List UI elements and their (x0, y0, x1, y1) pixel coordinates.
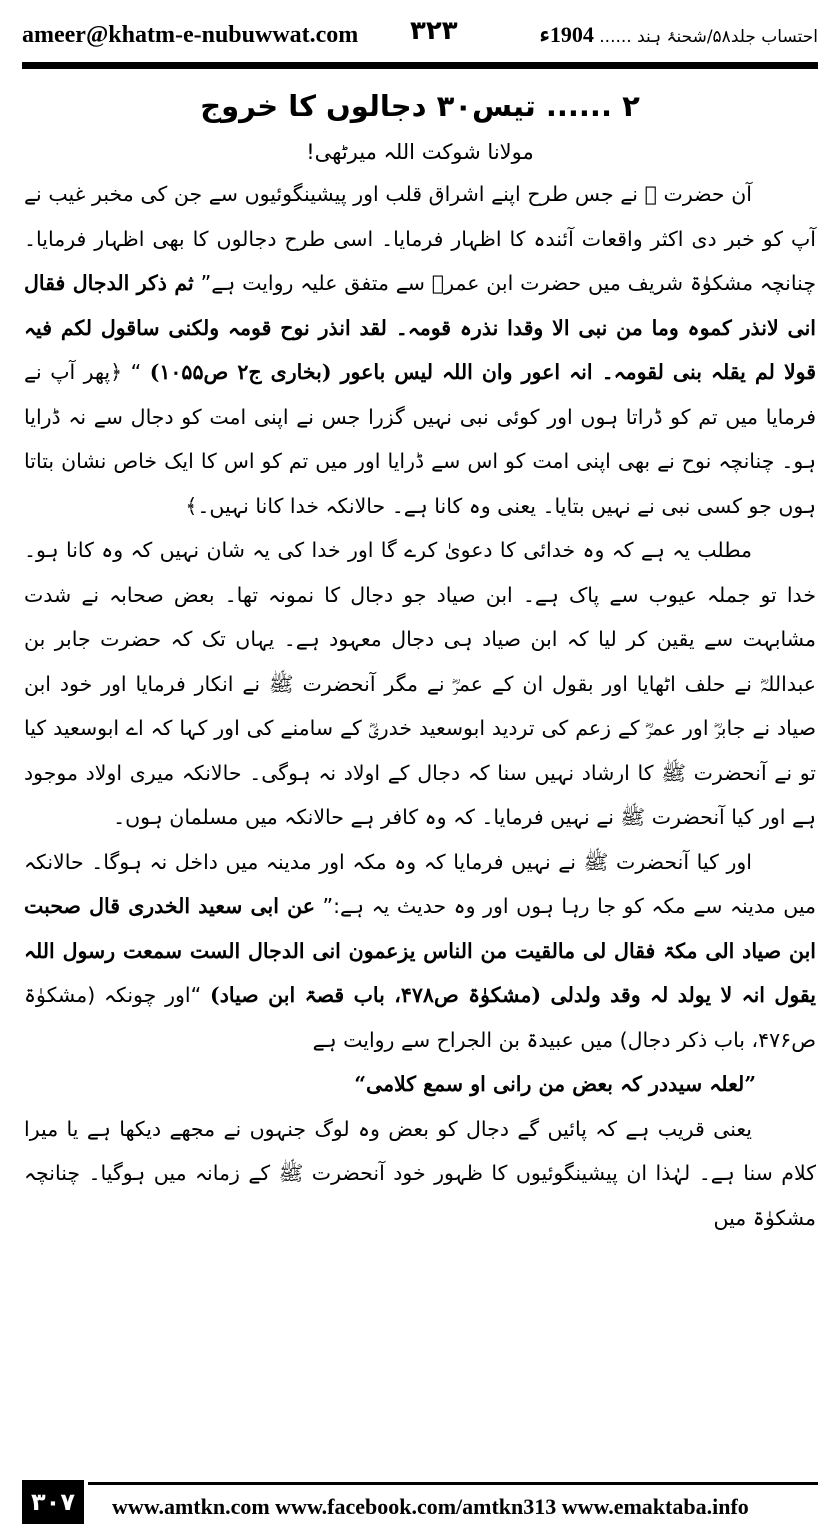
header-page-number: ۳۲۳ (410, 16, 458, 46)
hadith-quote: ”لعلہ سیددر کہ بعض من رانی او سمع کلامی“ (354, 1072, 756, 1096)
header-book-name: احتساب جلد۵۸/شحنۂ ہند ...... (599, 27, 818, 47)
paragraph-3-tail: “اور چونکہ (مشکوٰۃ ص۴۷۶، باب ذکر دجال) میں عبیدۃ بن الجراح سے روایت ہے (24, 983, 816, 1052)
hadith-arabic-2: عن ابی سعید الخدری قال صحبت ابن صیاد الی مکۃ فقال لی مالقیت من الناس یزعمون انی الدجال الست سمعت رسول اللہ یقول انہ لا یولد لہ وقد ولدلی (مشکوٰۃ ص۴۷۸، باب قصۃ ابن صیاد) (24, 894, 816, 1007)
hadith-arabic-1: ثم ذکر الدجال فقال انی لانذر کموہ وما من نبی الا وقدا نذرہ قومہ۔ لقد انذر نوح قومہ ولکنی ساقول لکم فیہ قولا لم یقلہ بنی لقومہ۔ انہ اعور وان اللہ لیس باعور (بخاری ج۲ ص۱۰۵۵) (24, 271, 817, 384)
paragraph-3 (24, 840, 816, 1063)
footer-links: www.amtkn.com www.facebook.com/amtkn313 www.emaktaba.info (112, 1494, 749, 1519)
paragraph-3-text: اور کیا آنحضرت ﷺ نے نہیں فرمایا کہ وہ مکہ اور مدینہ میں داخل نہ ہوگا۔ حالانکہ میں مدینہ سے مکہ کو جا رہا ہوں اور وہ حدیث یہ ہے:” (24, 849, 816, 918)
page-number-badge: ۳۰۷ (22, 1480, 84, 1524)
header-book-title (540, 22, 819, 48)
paragraph-1-translation: “ ﴿پھر آپ نے فرمایا میں تم کو ڈراتا ہوں اور کوئی نبی نہیں گزرا جس نے اپنی امت کو دجال سے نہ ڈرایا ہو۔ چنانچہ نوح نے بھی اپنی امت کو اس سے ڈرایا اور میں تم کو اس کا ایک خاص نشان بتاتا ہوں جو کسی نبی نے نہیں بتایا۔ یعنی وہ کانا ہے۔ حالانکہ خدا کانا نہیں۔﴾ (24, 360, 816, 518)
article-author: مولانا شوکت اللہ میرٹھی! (306, 140, 534, 164)
footer-rule (88, 1482, 818, 1485)
paragraph-1-text: آن حضرت ﷺ نے جس طرح اپنے اشراق قلب اور پیشینگوئیوں سے جن کی مخبر غیب نے آپ کو خبر دی اکثر واقعات آئندہ کا اظہار فرمایا۔ اسی طرح دجالوں کا بھی اظہار فرمایا۔ چنانچہ مشکوٰۃ شریف میں حضرت ابن عمرؓ سے متفق علیہ روایت ہے” (24, 182, 816, 295)
paragraph-1 (24, 172, 816, 528)
header-year: 1904ء (539, 22, 594, 47)
article-body (24, 80, 816, 1240)
paragraph-2: مطلب یہ ہے کہ وہ خدائی کا دعویٰ کرے گا اور خدا کی یہ شان نہیں کہ وہ کانا ہو۔ خدا تو جملہ عیوب سے پاک ہے۔ ابن صیاد جو دجال کا نمونہ تھا۔ بعض صحابہ نے شدت مشابہت سے یقین کر لیا کہ ابن صیاد ہی دجال معہود ہے۔ یہاں تک کہ حضرت جابر بن عبداللہؓ نے حلف اٹھایا اور بقول ان کے عمرؓ نے مگر آنحضرت ﷺ نے انکار فرمایا اور خود ابن صیاد نے جابرؓ اور عمرؓ کے زعم کی تردید ابوسعید خدریؓ کے سامنے کی اور کہا کہ اے ابوسعید کیا تو نے آنحضرت ﷺ کا ارشاد نہیں سنا کہ دجال کے اولاد نہ ہوگی۔ حالانکہ میری اولاد موجود ہے اور کیا آنحضرت ﷺ نے نہیں فرمایا۔ کہ وہ کافر ہے حالانکہ میں مسلمان ہوں۔ (24, 538, 816, 829)
page-header (22, 16, 818, 56)
paragraph-4: یعنی قریب ہے کہ پائیں گے دجال کو بعض وہ لوگ جنہوں نے مجھے دیکھا ہے یا میرا کلام سنا ہے۔ لہٰذا ان پیشینگوئیوں کا ظہور خود آنحضرت ﷺ کے زمانہ میں ہوگیا۔ چنانچہ مشکوٰۃ میں (24, 1116, 816, 1230)
article-title: ۲ ...... تیس۳۰ دجالوں کا خروج (200, 89, 640, 123)
header-rule (22, 62, 818, 69)
header-email: ameer@khatm-e-nubuwwat.com (22, 22, 359, 48)
